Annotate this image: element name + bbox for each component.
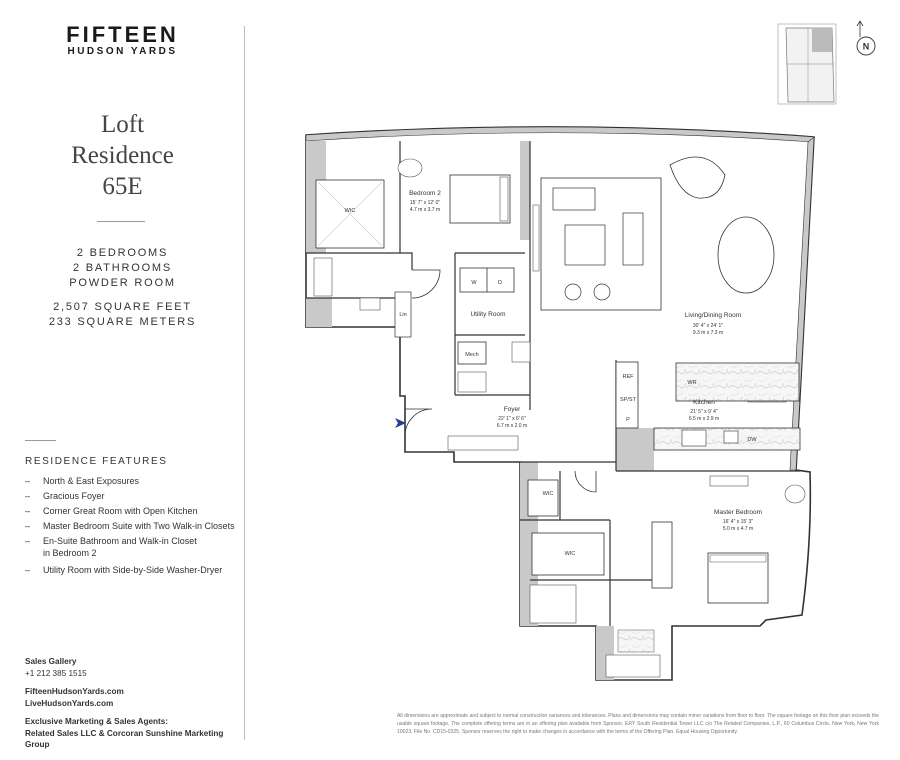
bathtub-b2 [314, 258, 332, 296]
spec-sqft: 2,507 SQUARE FEET [53, 301, 192, 313]
room-dim-metric-master: 5.0 m x 4.7 m [722, 526, 754, 532]
kitchen-sink [724, 431, 738, 443]
feature-dash: – [25, 506, 31, 516]
brand-subname: HUDSON YARDS [67, 46, 178, 57]
residence-title-line3: 65E [102, 173, 143, 200]
foyer-console [448, 436, 518, 450]
room-dim-metric-foyer: 6.7 m x 2.0 m [496, 423, 528, 429]
lounge-chair [594, 284, 610, 300]
room-dim-master: 16' 4" x 15' 3" [722, 519, 754, 525]
agents-label: Exclusive Marketing & Sales Agents: [25, 717, 169, 726]
master-shower [618, 630, 654, 652]
room-dim-metric-bedroom2: 4.7 m x 3.7 m [409, 207, 441, 213]
sales-gallery-label: Sales Gallery [25, 657, 77, 666]
room-label-kitchen: Kitchen [693, 399, 715, 406]
label-wine-refrigerator: WR [687, 380, 697, 386]
label-refrigerator: REF [622, 374, 634, 380]
compass-north-label: N [862, 41, 870, 52]
room-dim-metric-living: 9.3 m x 7.3 m [692, 330, 724, 336]
legal-disclaimer: All dimensions are approximate and subject to normal construction variances and tolerances. Plans and dimensions may contain minor variations from floor to floor. The square footage on this floor plan exceeds the usable square footage. The complete offering terms are in an offering plan available from Sponsor, ERY South Residential Tower LLC c/o The Related Companies, L.P., 60 Columbus Circle, New York, New York 10023. File No. CD15-0325. Sponsor reserves the right to make changes in accordance with the terms of the Offering Plan. Equal Housing Opportunity. [397, 713, 879, 735]
spec-bedrooms: 2 BEDROOMS [76, 247, 169, 259]
toilet-b2 [360, 298, 380, 310]
master-bath-vanity [530, 585, 576, 623]
feature-dash: – [25, 491, 31, 501]
master-dresser [652, 522, 672, 588]
master-bathtub [606, 655, 660, 677]
label-spst: SP/ST [620, 397, 636, 403]
room-dim-bedroom2: 15' 7" x 12' 0" [409, 200, 441, 206]
feature-dash: – [25, 476, 31, 486]
room-label-living: Living/Dining Room [684, 312, 742, 319]
agents-names: Related Sales LLC & Corcoran Sunshine Marketing Group [25, 729, 224, 749]
armchair-b2 [398, 159, 422, 177]
label-mech: Mech [465, 352, 479, 358]
residence-title-line2: Residence [71, 142, 174, 169]
key-plan [778, 24, 836, 104]
room-dim-kitchen: 21' 5" x 9' 4" [690, 409, 718, 415]
label-dryer: D [498, 280, 502, 286]
compass-icon [857, 21, 875, 55]
spec-sqm: 233 SQUARE METERS [48, 316, 197, 328]
room-dim-foyer: 22' 1" x 6' 6" [498, 416, 526, 422]
info-sidebar: FIFTEEN HUDSON YARDS Loft Residence 65E 2 BEDROOMS 2 BATHROOMS POWDER ROOM 2,507 SQUARE FEET 233 SQUARE METERS RESIDENCE FEATURES – North & East Exposures – Gracious Foyer – Corner Great Room with Open Kitchen – Master Bedroom Suite with Two Walk-in Closets – En-Suite Bathroom and Walk-in Closet in Bedroom 2 – Utility Room with Side-by-Side Washer-Dryer Sales Gallery +1 212 385 1515 FifteenHudsonYards.com LiveHudsonYards.com Exclusive Marketing & Sales Agents: Related Sales LLC & Corcoran Sunshine Marketing Group [0, 0, 245, 760]
room-dim-metric-kitchen: 6.5 m x 2.9 m [688, 416, 720, 422]
label-wic-bedroom2: WIC [344, 208, 356, 214]
label-wic-master-2: WIC [564, 551, 576, 557]
spec-powder: POWDER ROOM [69, 277, 176, 289]
label-linen: Lin [399, 312, 407, 318]
room-dim-living: 30' 4" x 24' 1" [692, 323, 724, 329]
coffee-table [553, 188, 595, 210]
room-label-utility: Utility Room [470, 311, 506, 318]
label-dishwasher: DW [747, 437, 757, 443]
feature-dash: – [25, 565, 31, 575]
dining-table [718, 217, 774, 293]
label-pantry: P [626, 417, 630, 423]
room-label-foyer: Foyer [503, 406, 521, 413]
feature-dash: – [25, 536, 31, 546]
media-console [533, 205, 539, 271]
sales-phone[interactable]: +1 212 385 1515 [25, 669, 87, 678]
website-link-1[interactable]: FifteenHudsonYards.com [25, 687, 124, 696]
master-console [710, 476, 748, 486]
core-wall [520, 141, 530, 240]
label-wic-master-1: WIC [542, 491, 554, 497]
room-label-master: Master Bedroom [713, 509, 763, 516]
room-label-bedroom2: Bedroom 2 [409, 190, 441, 197]
features-heading: RESIDENCE FEATURES [25, 456, 168, 467]
sofa [623, 213, 643, 265]
lounge-chair [565, 284, 581, 300]
ottomans [565, 225, 605, 265]
powder-toilet [512, 342, 530, 362]
feature-dash: – [25, 521, 31, 531]
utility-sink [458, 372, 486, 392]
armchair-master [785, 485, 805, 503]
brand-name: FIFTEEN [66, 22, 179, 47]
cooktop [682, 430, 706, 446]
website-link-2[interactable]: LiveHudsonYards.com [25, 699, 114, 708]
core-wall [616, 428, 654, 471]
core-wall [306, 298, 332, 327]
wic-closet-master-1 [528, 480, 558, 516]
key-plan-unit-highlight [812, 28, 832, 52]
residence-title-line1: Loft [100, 111, 145, 138]
label-washer: W [471, 280, 477, 286]
spec-bathrooms: 2 BATHROOMS [72, 262, 173, 274]
